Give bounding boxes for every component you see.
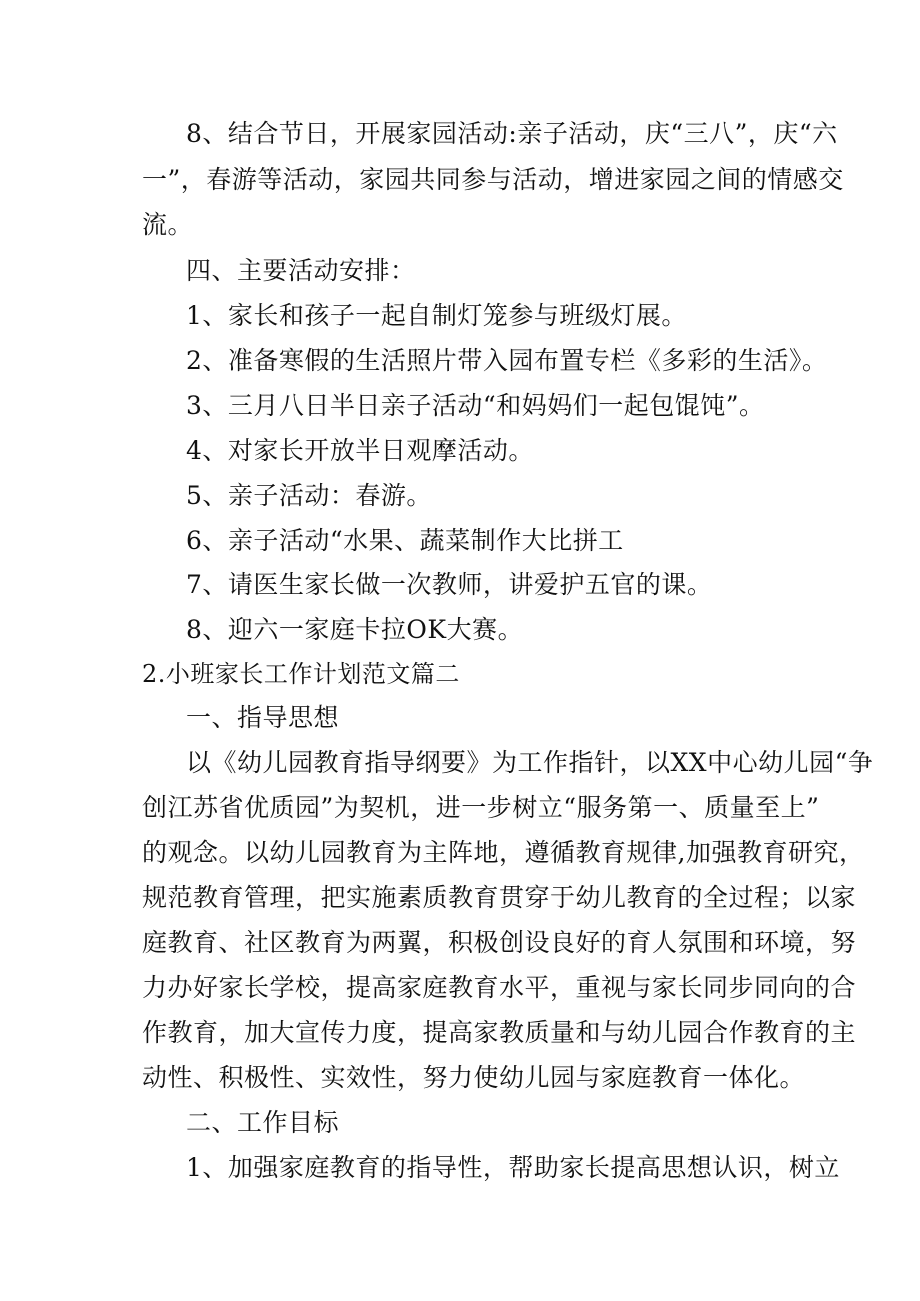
- list-item-4: 4、对家长开放半日观摩活动。: [186, 436, 534, 465]
- paragraph-line-6: 力办好家长学校，提高家庭教育水平，重视与家长同步同向的合: [142, 973, 857, 1002]
- paragraph2-line-1: 1、加强家庭教育的指导性，帮助家长提高思想认识，树立: [186, 1153, 840, 1182]
- paragraph-line-8: 动性、积极性、实效性，努力使幼儿园与家庭教育一体化。: [142, 1063, 806, 1092]
- list-item-5: 5、亲子活动：春游。: [186, 481, 432, 510]
- text-line-2: 一”，春游等活动，家园共同参与活动，增进家园之间的情感交: [142, 165, 844, 194]
- list-item-1: 1、家长和孩子一起自制灯笼参与班级灯展。: [186, 301, 687, 330]
- list-item-8: 8、迎六一家庭卡拉OK大赛。: [186, 615, 524, 644]
- paragraph-line-7: 作教育，加大宣传力度，提高家教质量和与幼儿园合作教育的主: [142, 1018, 857, 1047]
- paragraph-line-5: 庭教育、社区教育为两翼，积极创设良好的育人氛围和环境，努: [142, 928, 857, 957]
- text-line-3: 流。: [142, 210, 194, 239]
- section-heading-1: 一、指导思想: [186, 703, 340, 732]
- section-heading-4: 四、主要活动安排：: [186, 256, 416, 285]
- paragraph-line-2: 创江苏省优质园”为契机，进一步树立“服务第一、质量至上”: [142, 793, 820, 822]
- paragraph-line-3: 的观念。以幼儿园教育为主阵地，遵循教育规律,加强教育研究，: [142, 838, 865, 867]
- list-item-7: 7、请医生家长做一次教师，讲爱护五官的课。: [186, 570, 713, 599]
- article-title: 2.小班家长工作计划范文篇二: [142, 660, 460, 688]
- section-heading-2: 二、工作目标: [186, 1108, 340, 1137]
- list-item-3: 3、三月八日半日亲子活动“和妈妈们一起包馄饨”。: [186, 391, 765, 420]
- text-line-1: 8、结合节日，开展家园活动:亲子活动，庆“三八”，庆“六: [186, 119, 838, 148]
- paragraph-line-4: 规范教育管理，把实施素质教育贯穿于幼儿教育的全过程；以家: [142, 883, 857, 912]
- list-item-2: 2、准备寒假的生活照片带入园布置专栏《多彩的生活》。: [186, 346, 828, 375]
- list-item-6: 6、亲子活动“水果、蔬菜制作大比拼工: [186, 526, 624, 555]
- paragraph-line-1: 以《幼儿园教育指导纲要》为工作指针，以XX中心幼儿园“争: [186, 748, 874, 777]
